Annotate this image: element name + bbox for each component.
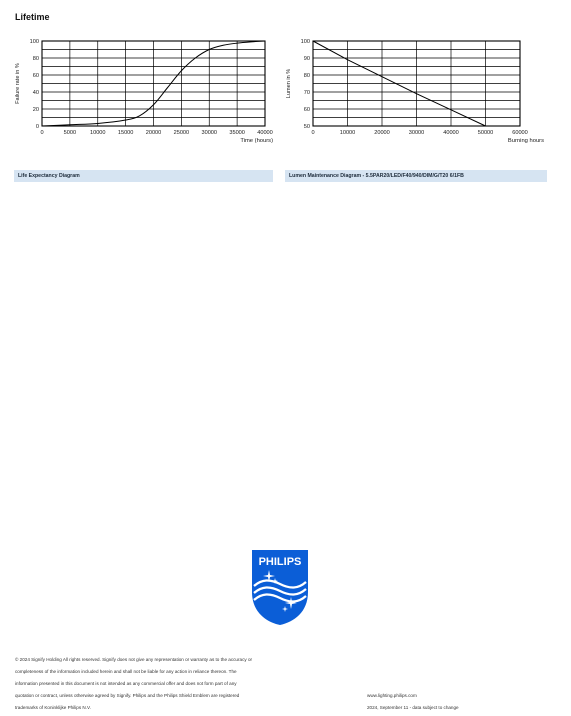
- y-tick-label: 0: [35, 124, 39, 130]
- y-tick-label: 80: [303, 73, 310, 79]
- x-tick-label: 10000: [339, 130, 356, 136]
- footer-line: completeness of the information included herein and shall not be liable for any action in reliance thereon. The: [15, 669, 237, 675]
- y-tick-label: 60: [32, 73, 39, 79]
- x-tick-label: 20000: [374, 130, 390, 136]
- y-tick-label: 60: [303, 107, 310, 113]
- x-tick-label: 50000: [477, 130, 494, 136]
- y-tick-label: 90: [303, 56, 310, 62]
- x-tick-label: 25000: [173, 130, 190, 136]
- x-tick-label: 30000: [201, 130, 218, 136]
- x-tick-label: 30000: [408, 130, 425, 136]
- y-tick-label: 40: [32, 90, 39, 96]
- footer-line: © 2024 Signify Holding All rights reserved. Signify does not give any representation or warranty as to the accuracy or: [15, 657, 253, 662]
- section-title: Lifetime: [15, 12, 50, 22]
- footer-line: information presented in this document is not intended as any commercial offer and does not form part of any: [15, 681, 237, 687]
- website-link[interactable]: www.lighting.philips.com: [367, 693, 417, 698]
- y-tick-label: 20: [32, 107, 39, 113]
- y-axis-label: Failure rate in %: [15, 63, 21, 104]
- x-tick-label: 40000: [443, 130, 459, 136]
- x-tick-label: 10000: [89, 130, 106, 136]
- y-tick-label: 50: [303, 124, 310, 130]
- x-tick-label: 15000: [117, 130, 134, 136]
- philips-logo: [250, 548, 310, 626]
- philips-wordmark: PHILIPS: [258, 556, 302, 568]
- y-tick-label: 70: [303, 90, 310, 96]
- x-tick-label: 0: [311, 130, 315, 136]
- y-tick-label: 80: [32, 56, 39, 62]
- life-expectancy-caption: Life Expectancy Diagram: [14, 170, 273, 182]
- x-tick-label: 0: [40, 130, 44, 136]
- x-axis-label: Time (hours): [240, 138, 273, 144]
- document-date: 2024, September 11 - data subject to change: [367, 705, 459, 711]
- footer-line: trademarks of Koninklijke Philips N.V.: [15, 705, 91, 711]
- x-axis-label: Burning hours: [507, 138, 544, 144]
- x-tick-label: 20000: [145, 130, 162, 136]
- lumen-maintenance-caption: Lumen Maintenance Diagram - 5.5PAR20/LED/F40/940/DIM/G/T20 6/1FB: [285, 170, 547, 182]
- footer-line: quotation or contract, unless otherwise agreed by Signify. Philips and the Philips Shield Emblem are registered: [15, 693, 240, 699]
- y-tick-label: 100: [300, 39, 310, 45]
- footer-meta: [367, 690, 459, 714]
- lumen-maintenance-chart: [285, 32, 571, 157]
- life-expectancy-chart: [0, 32, 285, 157]
- legal-footer: [15, 654, 360, 714]
- y-axis-label: Lumen in %: [286, 68, 292, 99]
- x-tick-label: 35000: [229, 130, 245, 136]
- x-tick-label: 5000: [63, 130, 77, 136]
- x-tick-label: 60000: [512, 130, 528, 136]
- y-tick-label: 100: [29, 39, 39, 45]
- x-tick-label: 40000: [257, 130, 273, 136]
